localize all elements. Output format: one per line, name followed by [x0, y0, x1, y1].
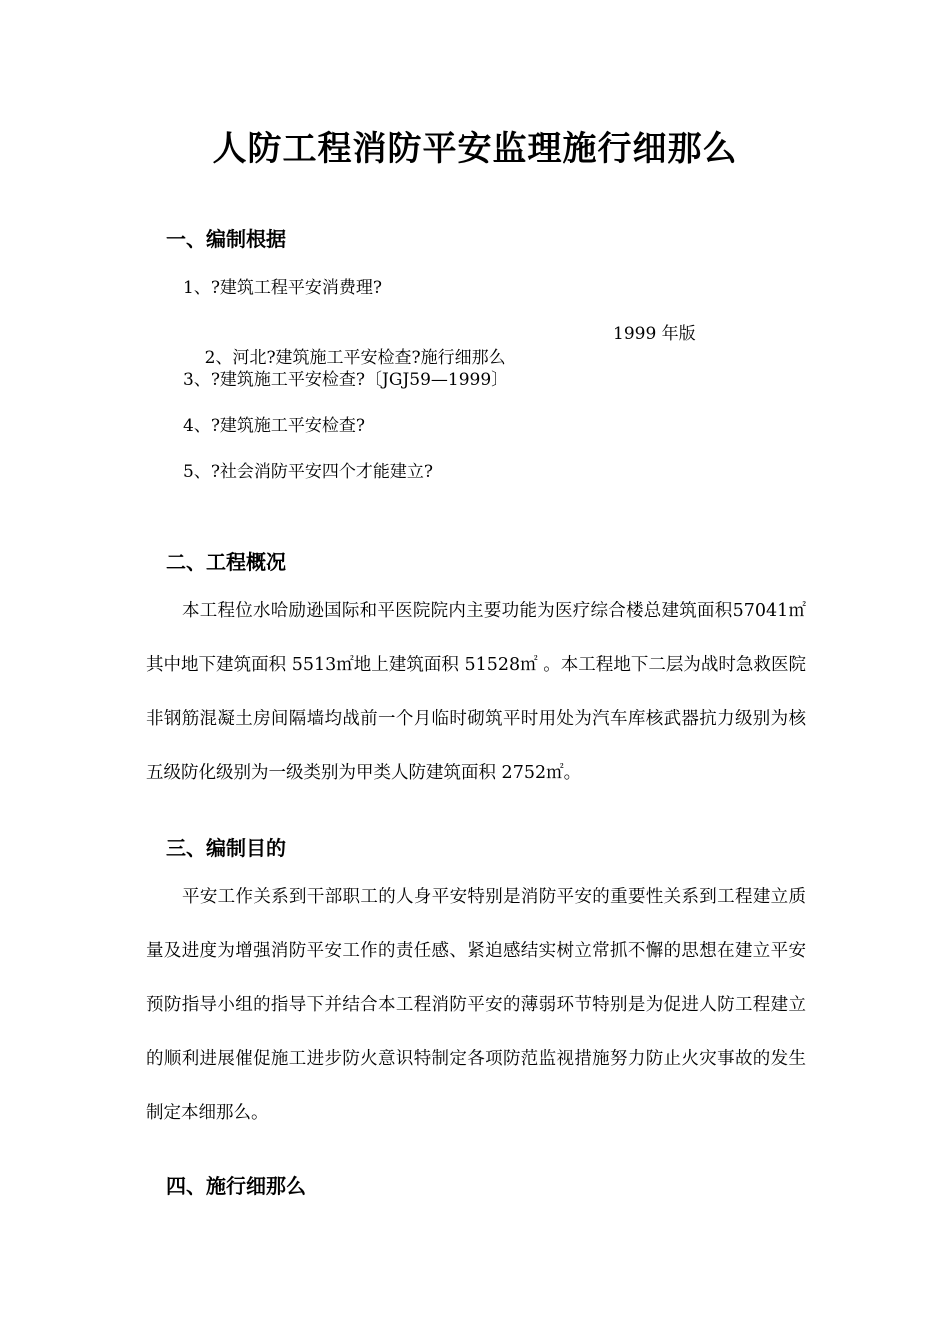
basis-item-1: 1、?建筑工程平安消费理?: [183, 278, 383, 298]
section-heading-purpose: 三、编制目的: [166, 836, 286, 860]
basis-item-5: 5、?社会消防平安四个才能建立?: [183, 462, 434, 482]
section-heading-rules: 四、施行细那么: [166, 1174, 306, 1198]
section-heading-basis: 一、编制根据: [166, 227, 286, 251]
section-heading-overview: 二、工程概况: [166, 550, 286, 574]
basis-item-4: 4、?建筑施工平安检查?: [183, 416, 366, 436]
overview-paragraph: 本工程位水哈励逊国际和平医院院内主要功能为医疗综合楼总建筑面积57041㎡其中地下建筑面积 5513㎡地上建筑面积 51528㎡ 。本工程地下二层为战时急救医院非钢筋混凝土房间隔墙均战前一个月临时砌筑平时用处为汽车库核武器抗力级别为核五级防化级别为一级类别为甲类人防建筑面积 2752㎡。: [146, 601, 806, 783]
basis-item-3: 3、?建筑施工平安检查?〔JGJ59—1999〕: [183, 370, 509, 390]
basis-item-2-text: 2、河北?建筑施工平安检查?施行细那么: [204, 348, 506, 368]
purpose-paragraph: 平安工作关系到干部职工的人身平安特别是消防平安的重要性关系到工程建立质量及进度为增强消防平安工作的责任感、紧迫感结实树立常抓不懈的思想在建立平安预防指导小组的指导下并结合本工程消防平安的薄弱环节特别是为促进人防工程建立的顺利进展催促施工进步防火意识特制定各项防范监视措施努力防止火灾事故的发生制定本细那么。: [146, 887, 806, 1123]
document-title: 人防工程消防平安监理施行细那么: [212, 129, 738, 169]
basis-item-2-edition: 1999 年版: [613, 324, 696, 344]
